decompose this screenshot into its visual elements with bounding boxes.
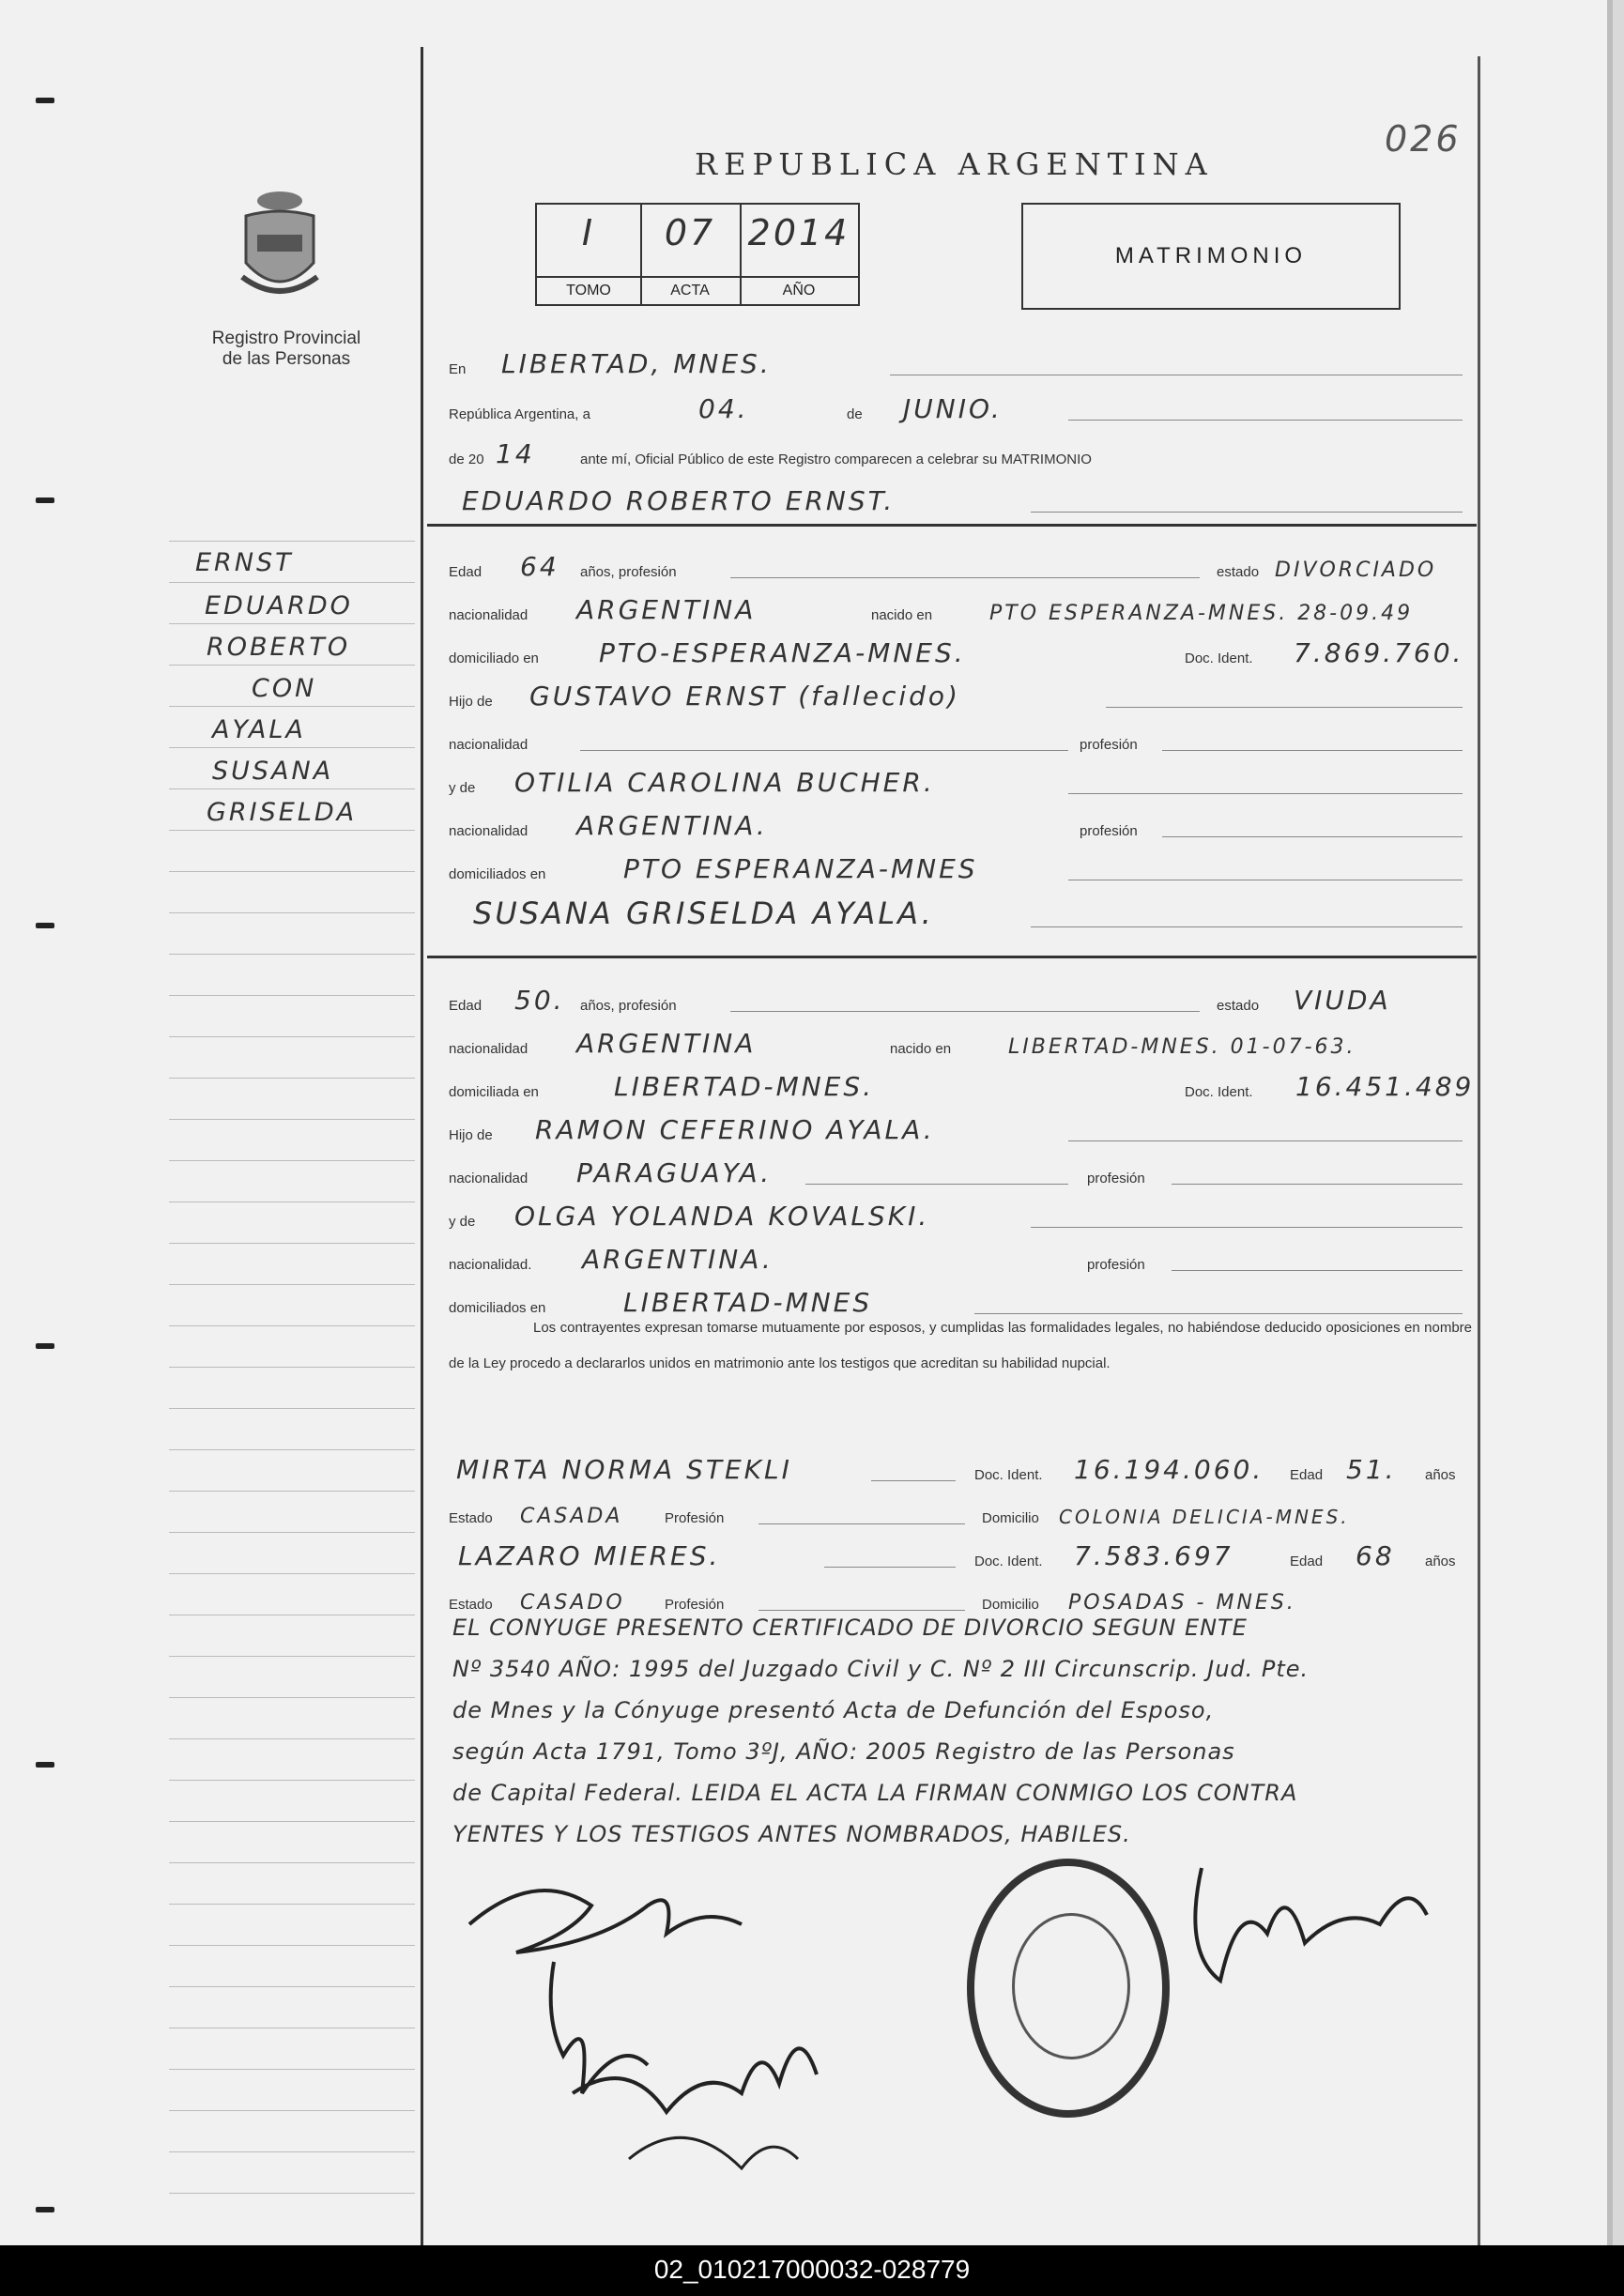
witness-1-address: COLONIA DELICIA-MNES. bbox=[1059, 1506, 1350, 1528]
ano-label: AÑO bbox=[740, 276, 858, 304]
groom-mother-nationality: ARGENTINA. bbox=[576, 810, 768, 841]
ano-cell bbox=[740, 205, 858, 304]
domiciliados-label: domiciliados en bbox=[449, 866, 546, 882]
domiciliados-label: domiciliados en bbox=[449, 1300, 546, 1316]
bride-father-nationality: PARAGUAYA. bbox=[576, 1157, 773, 1188]
acta-label: ACTA bbox=[640, 276, 740, 304]
groom-birth: PTO ESPERANZA-MNES. 28-09.49 bbox=[989, 602, 1414, 625]
ano-value: 2014 bbox=[747, 212, 850, 253]
doc-label: Doc. Ident. bbox=[1185, 1084, 1253, 1100]
registry-name bbox=[178, 329, 394, 370]
profesion-label: años, profesión bbox=[580, 564, 677, 580]
observations bbox=[452, 1607, 1476, 1855]
binder-mark bbox=[36, 98, 54, 103]
nacionalidad-label: nacionalidad bbox=[449, 823, 529, 839]
bride-name-row bbox=[449, 882, 1472, 939]
groom-name-row bbox=[449, 467, 1472, 524]
estado-label: Estado bbox=[449, 1597, 493, 1613]
witness-1-age: 51. bbox=[1346, 1454, 1397, 1485]
profesion-label: profesión bbox=[1080, 823, 1138, 839]
observation-line: según Acta 1791, Tomo 3ºJ, AÑO: 2005 Registro de las Personas bbox=[452, 1738, 1235, 1765]
ruled-line bbox=[169, 1821, 415, 1822]
bride-address: LIBERTAD-MNES. bbox=[614, 1071, 875, 1102]
observation-line: de Mnes y la Cónyuge presentó Acta de Defunción del Esposo, bbox=[452, 1697, 1215, 1723]
groom-parents-address: PTO ESPERANZA-MNES bbox=[623, 853, 978, 884]
witness-2-status: CASADO bbox=[520, 1591, 625, 1615]
edad-label: Edad bbox=[449, 564, 483, 580]
official-seal bbox=[967, 1859, 1170, 2118]
ruled-line bbox=[169, 1367, 415, 1368]
ruled-line bbox=[169, 1284, 415, 1285]
right-rule bbox=[1478, 56, 1480, 2245]
witness-2-address: POSADAS - MNES. bbox=[1068, 1591, 1296, 1615]
doc-label: Doc. Ident. bbox=[1185, 651, 1253, 666]
ruled-line bbox=[169, 706, 415, 707]
witness-2-document: 7.583.697 bbox=[1074, 1540, 1233, 1571]
place-value: LIBERTAD, MNES. bbox=[501, 348, 772, 379]
ruled-line bbox=[169, 1449, 415, 1450]
tomo-label: TOMO bbox=[537, 276, 640, 304]
margin-conjunction: CON bbox=[252, 674, 317, 703]
ruled-line bbox=[169, 995, 415, 996]
year-prefix: de 20 bbox=[449, 452, 484, 467]
bride-age: 50. bbox=[514, 985, 565, 1016]
margin-first-name: EDUARDO bbox=[205, 591, 353, 620]
bride-parents-address: LIBERTAD-MNES bbox=[623, 1287, 873, 1318]
ruled-line bbox=[169, 912, 415, 913]
ruled-line bbox=[169, 623, 415, 624]
estado-label: estado bbox=[1217, 998, 1260, 1014]
ruled-line bbox=[169, 1945, 415, 1946]
groom-document: 7.869.760. bbox=[1294, 637, 1464, 668]
ruled-line bbox=[169, 871, 415, 872]
groom-name: EDUARDO ROBERTO ERNST. bbox=[462, 485, 896, 516]
groom-age: 64 bbox=[520, 551, 559, 582]
bride-name: SUSANA GRISELDA AYALA. bbox=[473, 895, 934, 931]
bride-marital-status: VIUDA bbox=[1294, 985, 1391, 1016]
profesion-label: Profesión bbox=[665, 1597, 725, 1613]
witness-1-document: 16.194.060. bbox=[1074, 1454, 1264, 1485]
ruled-line bbox=[169, 1862, 415, 1863]
ruled-line bbox=[169, 1986, 415, 1987]
act-type-box: MATRIMONIO bbox=[1021, 203, 1401, 310]
nacido-label: nacido en bbox=[871, 607, 933, 623]
anos-label: años bbox=[1425, 1554, 1456, 1569]
binder-mark bbox=[36, 1343, 54, 1349]
observation-line: EL CONYUGE PRESENTO CERTIFICADO DE DIVORCIO SEGUN ENTE bbox=[452, 1615, 1248, 1641]
ruled-line bbox=[169, 954, 415, 955]
edad-label: Edad bbox=[1290, 1554, 1324, 1569]
ruled-line bbox=[169, 788, 415, 789]
margin-bride-first-name: SUSANA bbox=[212, 757, 334, 786]
profesion-label: profesión bbox=[1087, 1171, 1145, 1186]
republic-label: República Argentina, a bbox=[449, 406, 590, 422]
section-divider bbox=[427, 524, 1477, 527]
declaration-text: Los contrayentes expresan tomarse mutuamente por esposos, y cumplidas las formalidades legales, no habiéndose deducido oposiciones en nombre de la Ley procedo a declararlos unidos en matrimonio ante los testigos que acreditan su habilidad nupcial. bbox=[449, 1320, 1472, 1371]
groom-father: GUSTAVO ERNST (fallecido) bbox=[529, 681, 960, 712]
observation-line: Nº 3540 AÑO: 1995 del Juzgado Civil y C. Nº 2 III Circunscrip. Jud. Pte. bbox=[452, 1656, 1310, 1682]
ruled-line bbox=[169, 2193, 415, 2194]
scan-footer bbox=[0, 2245, 1624, 2296]
signatures-group bbox=[460, 1849, 854, 2243]
acta-cell bbox=[640, 205, 742, 304]
binder-mark bbox=[36, 2207, 54, 2212]
nacionalidad-label: nacionalidad. bbox=[449, 1257, 532, 1273]
nacionalidad-label: nacionalidad bbox=[449, 737, 529, 753]
ruled-line bbox=[169, 1078, 415, 1079]
ruled-line bbox=[169, 1697, 415, 1698]
binder-mark bbox=[36, 1762, 54, 1768]
month-value: JUNIO. bbox=[903, 393, 1003, 424]
ruled-line bbox=[169, 1119, 415, 1120]
registry-line-1: Registro Provincial bbox=[211, 329, 361, 348]
groom-mother: OTILIA CAROLINA BUCHER. bbox=[514, 767, 935, 798]
coat-of-arms-icon bbox=[233, 188, 327, 310]
fill-line bbox=[1031, 512, 1463, 513]
profesion-label: Profesión bbox=[665, 1510, 725, 1526]
margin-surname: ERNST bbox=[195, 548, 294, 577]
ruled-line bbox=[169, 1573, 415, 1574]
edad-label: Edad bbox=[1290, 1467, 1324, 1483]
bride-nationality: ARGENTINA bbox=[576, 1028, 757, 1059]
ruled-line bbox=[169, 1656, 415, 1657]
domicilio-label: Domicilio bbox=[982, 1597, 1039, 1613]
groom-nationality: ARGENTINA bbox=[576, 594, 757, 625]
nacido-label: nacido en bbox=[890, 1041, 952, 1057]
ruled-line bbox=[169, 830, 415, 831]
profesion-label: profesión bbox=[1080, 737, 1138, 753]
nacionalidad-label: nacionalidad bbox=[449, 607, 529, 623]
nacionalidad-label: nacionalidad bbox=[449, 1041, 529, 1057]
ruled-line bbox=[169, 665, 415, 666]
ruled-line bbox=[169, 1408, 415, 1409]
bride-mother-nationality: ARGENTINA. bbox=[582, 1244, 774, 1275]
domicilio-label: domiciliada en bbox=[449, 1084, 539, 1100]
groom-address: PTO-ESPERANZA-MNES. bbox=[599, 637, 966, 668]
groom-marital-status: DIVORCIADO bbox=[1275, 559, 1437, 582]
ruled-line bbox=[169, 582, 415, 583]
ruled-line bbox=[169, 1532, 415, 1533]
witness-1-status: CASADA bbox=[520, 1505, 623, 1528]
ruled-line bbox=[169, 2069, 415, 2070]
scan-code: 02_010217000032-028779 bbox=[653, 2255, 971, 2284]
record-number-box bbox=[535, 203, 860, 306]
registry-line-2: de las Personas bbox=[222, 349, 351, 369]
section-divider bbox=[427, 956, 1477, 958]
fill-line bbox=[1031, 926, 1463, 927]
day-value: 04. bbox=[698, 393, 749, 424]
seal-emblem bbox=[1012, 1913, 1130, 2059]
ruled-line bbox=[169, 1160, 415, 1161]
ruled-line bbox=[169, 747, 415, 748]
statement-text: ante mí, Oficial Público de este Registro comparecen a celebrar su MATRIMONIO bbox=[580, 452, 1092, 467]
ruled-line bbox=[169, 1325, 415, 1326]
ruled-line bbox=[169, 1904, 415, 1905]
observation-line: de Capital Federal. LEIDA EL ACTA LA FIRMAN CONMIGO LOS CONTRA bbox=[452, 1780, 1298, 1806]
witness-2-name: LAZARO MIERES. bbox=[458, 1540, 721, 1571]
domicilio-label: Domicilio bbox=[982, 1510, 1039, 1526]
de-label: de bbox=[847, 406, 863, 422]
yde-label: y de bbox=[449, 1214, 476, 1230]
ruled-line bbox=[169, 2151, 415, 2152]
binder-mark bbox=[36, 923, 54, 928]
hijo-label: Hijo de bbox=[449, 694, 493, 710]
witness-2-age: 68 bbox=[1356, 1540, 1395, 1571]
ruled-line bbox=[169, 1036, 415, 1037]
ruled-line bbox=[169, 1738, 415, 1739]
ruled-line bbox=[169, 1780, 415, 1781]
doc-label: Doc. Ident. bbox=[974, 1554, 1043, 1569]
edad-label: Edad bbox=[449, 998, 483, 1014]
acta-value: 07 bbox=[664, 212, 716, 253]
ruled-line bbox=[169, 1491, 415, 1492]
folio-number: 026 bbox=[1385, 118, 1462, 160]
nacionalidad-label: nacionalidad bbox=[449, 1171, 529, 1186]
witness-1-name: MIRTA NORMA STEKLI bbox=[456, 1454, 792, 1485]
hijo-label: Hijo de bbox=[449, 1127, 493, 1143]
ruled-line bbox=[169, 1243, 415, 1244]
observation-line: YENTES Y LOS TESTIGOS ANTES NOMBRADOS, HABILES. bbox=[452, 1821, 1131, 1847]
country-title: REPUBLICA ARGENTINA bbox=[695, 146, 1214, 182]
estado-label: estado bbox=[1217, 564, 1260, 580]
anos-label: años bbox=[1425, 1467, 1456, 1483]
binder-mark bbox=[36, 497, 54, 503]
yde-label: y de bbox=[449, 780, 476, 796]
ruled-line bbox=[169, 2110, 415, 2111]
profesion-label: profesión bbox=[1087, 1257, 1145, 1273]
tomo-cell bbox=[537, 205, 642, 304]
bride-mother: OLGA YOLANDA KOVALSKI. bbox=[514, 1201, 930, 1232]
bride-birth: LIBERTAD-MNES. 01-07-63. bbox=[1008, 1035, 1356, 1059]
ruled-line bbox=[169, 541, 415, 542]
officer-signature bbox=[1164, 1840, 1446, 2028]
profesion-label: años, profesión bbox=[580, 998, 677, 1014]
margin-bride-middle-name: GRISELDA bbox=[207, 798, 358, 827]
year-suffix: 14 bbox=[496, 438, 535, 469]
estado-label: Estado bbox=[449, 1510, 493, 1526]
margin-rule bbox=[421, 47, 423, 2245]
tomo-value: I bbox=[581, 212, 596, 253]
bride-document: 16.451.489 bbox=[1295, 1071, 1475, 1102]
en-label: En bbox=[449, 361, 467, 377]
doc-label: Doc. Ident. bbox=[974, 1467, 1043, 1483]
margin-bride-surname: AYALA bbox=[212, 715, 306, 744]
domicilio-label: domiciliado en bbox=[449, 651, 539, 666]
margin-middle-name: ROBERTO bbox=[207, 633, 351, 662]
bride-father: RAMON CEFERINO AYALA. bbox=[535, 1114, 935, 1145]
